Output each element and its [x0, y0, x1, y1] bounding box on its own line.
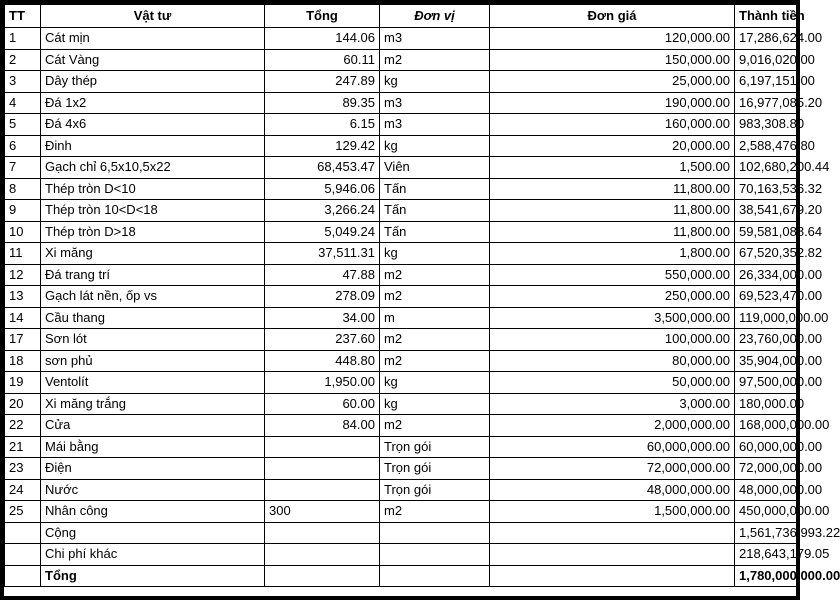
cell-don-gia[interactable]: 50,000.00 — [490, 372, 735, 394]
table-row — [5, 114, 797, 136]
cell-don-vi[interactable]: Viên — [380, 157, 490, 179]
header-thanh-tien[interactable]: Thành tiền — [735, 5, 797, 28]
cell-don-vi[interactable]: m2 — [380, 415, 490, 437]
cell-vat-tu[interactable]: Cửa — [41, 415, 265, 437]
cell-tt[interactable]: 5 — [5, 114, 41, 136]
cell-don-gia[interactable]: 80,000.00 — [490, 350, 735, 372]
cell-don-gia[interactable]: 11,800.00 — [490, 200, 735, 222]
cell-don-gia[interactable]: 3,500,000.00 — [490, 307, 735, 329]
cell-tong[interactable]: 5,946.06 — [265, 178, 380, 200]
table-row — [5, 501, 797, 523]
table-row — [5, 458, 797, 480]
table-row — [5, 436, 797, 458]
cell-thanh-tien[interactable]: 67,520,352.82 — [735, 243, 797, 265]
cell-vat-tu[interactable]: Nhân công — [41, 501, 265, 523]
table-row — [5, 243, 797, 265]
cell-thanh-tien[interactable]: 35,904,000.00 — [735, 350, 797, 372]
cell-don-gia[interactable]: 1,800.00 — [490, 243, 735, 265]
cell-don-vi[interactable] — [380, 544, 490, 566]
cell-tt[interactable]: 11 — [5, 243, 41, 265]
table-row — [5, 221, 797, 243]
cell-vat-tu[interactable]: Ventolít — [41, 372, 265, 394]
cell-thanh-tien[interactable]: 69,523,470.00 — [735, 286, 797, 308]
table-row — [5, 178, 797, 200]
cell-don-vi[interactable]: m2 — [380, 329, 490, 351]
cell-thanh-tien[interactable]: 16,977,085.20 — [735, 92, 797, 114]
cell-vat-tu[interactable]: Đá 4x6 — [41, 114, 265, 136]
cell-tong[interactable]: 60.00 — [265, 393, 380, 415]
cell-tt[interactable]: 7 — [5, 157, 41, 179]
cell-don-gia[interactable]: 250,000.00 — [490, 286, 735, 308]
cell-thanh-tien[interactable]: 2,588,476.80 — [735, 135, 797, 157]
cell-tt[interactable]: 17 — [5, 329, 41, 351]
cell-tt[interactable]: 19 — [5, 372, 41, 394]
cell-tong[interactable]: 84.00 — [265, 415, 380, 437]
table-row — [5, 264, 797, 286]
table-row — [5, 49, 797, 71]
cell-don-gia[interactable]: 120,000.00 — [490, 28, 735, 50]
cell-thanh-tien[interactable]: 59,581,088.64 — [735, 221, 797, 243]
cell-don-vi[interactable]: kg — [380, 71, 490, 93]
cell-vat-tu[interactable]: Điện — [41, 458, 265, 480]
table-row — [5, 157, 797, 179]
cell-tong[interactable]: 247.89 — [265, 71, 380, 93]
cell-tong[interactable] — [265, 458, 380, 480]
cell-tt[interactable]: 4 — [5, 92, 41, 114]
materials-table — [4, 4, 840, 587]
table-row — [5, 135, 797, 157]
cell-tong[interactable]: 3,266.24 — [265, 200, 380, 222]
cell-tt[interactable]: 2 — [5, 49, 41, 71]
cell-don-gia[interactable]: 25,000.00 — [490, 71, 735, 93]
cell-don-vi[interactable]: kg — [380, 243, 490, 265]
cell-don-vi[interactable] — [380, 522, 490, 544]
cell-tong[interactable]: 300 — [265, 501, 380, 523]
table-row — [5, 200, 797, 222]
cell-tt[interactable]: 25 — [5, 501, 41, 523]
cell-tt[interactable]: 1 — [5, 28, 41, 50]
cell-don-gia[interactable]: 60,000,000.00 — [490, 436, 735, 458]
cell-vat-tu[interactable]: Đá trang trí — [41, 264, 265, 286]
cell-tong[interactable]: 129.42 — [265, 135, 380, 157]
cell-tt[interactable] — [5, 565, 41, 587]
cell-don-gia[interactable]: 72,000,000.00 — [490, 458, 735, 480]
cell-vat-tu[interactable]: Nước — [41, 479, 265, 501]
cell-tong[interactable]: 278.09 — [265, 286, 380, 308]
total-row — [5, 565, 797, 587]
header-tong[interactable]: Tổng — [265, 5, 380, 28]
cell-vat-tu[interactable]: Thép tròn 10<D<18 — [41, 200, 265, 222]
cell-don-vi[interactable]: kg — [380, 372, 490, 394]
cell-thanh-tien[interactable]: 26,334,000.00 — [735, 264, 797, 286]
table-row — [5, 71, 797, 93]
cell-don-vi[interactable]: m2 — [380, 501, 490, 523]
header-don-gia[interactable]: Đơn giá — [490, 5, 735, 28]
table-row — [5, 286, 797, 308]
table-row — [5, 544, 797, 566]
cell-vat-tu[interactable]: Chi phí khác — [41, 544, 265, 566]
cell-thanh-tien[interactable]: 983,308.80 — [735, 114, 797, 136]
cell-vat-tu[interactable]: Thép tròn D>18 — [41, 221, 265, 243]
header-vat-tu[interactable]: Vật tư — [41, 5, 265, 28]
cell-vat-tu[interactable]: Xi măng — [41, 243, 265, 265]
cell-tt[interactable] — [5, 544, 41, 566]
cell-don-vi[interactable]: Tấn — [380, 200, 490, 222]
table-row — [5, 415, 797, 437]
cell-don-gia[interactable]: 20,000.00 — [490, 135, 735, 157]
cell-vat-tu[interactable]: Sơn lót — [41, 329, 265, 351]
cell-tong[interactable]: 6.15 — [265, 114, 380, 136]
header-row — [5, 5, 797, 28]
cell-don-gia[interactable]: 1,500,000.00 — [490, 501, 735, 523]
cell-vat-tu[interactable]: Cát Vàng — [41, 49, 265, 71]
cell-don-gia[interactable]: 1,500.00 — [490, 157, 735, 179]
cell-tt[interactable]: 23 — [5, 458, 41, 480]
cell-don-vi[interactable]: Trọn gói — [380, 458, 490, 480]
cell-thanh-tien[interactable]: 60,000,000.00 — [735, 436, 797, 458]
cell-vat-tu[interactable]: Dây thép — [41, 71, 265, 93]
cell-don-vi[interactable]: kg — [380, 393, 490, 415]
table-row — [5, 307, 797, 329]
cell-vat-tu[interactable]: Đá 1x2 — [41, 92, 265, 114]
cell-tong[interactable] — [265, 436, 380, 458]
cell-don-vi[interactable]: m2 — [380, 264, 490, 286]
table-row — [5, 372, 797, 394]
cell-vat-tu[interactable]: Xi măng trắng — [41, 393, 265, 415]
cell-don-gia[interactable]: 11,800.00 — [490, 221, 735, 243]
cell-thanh-tien[interactable]: 97,500,000.00 — [735, 372, 797, 394]
cell-tt[interactable]: 10 — [5, 221, 41, 243]
cell-vat-tu[interactable]: Thép tròn D<10 — [41, 178, 265, 200]
cell-thanh-tien[interactable]: 72,000,000.00 — [735, 458, 797, 480]
cell-vat-tu[interactable]: sơn phủ — [41, 350, 265, 372]
cell-thanh-tien[interactable]: 119,000,000.00 — [735, 307, 797, 329]
cell-don-vi[interactable]: m3 — [380, 92, 490, 114]
cell-tong[interactable] — [265, 565, 380, 587]
cell-thanh-tien[interactable]: 6,197,151.00 — [735, 71, 797, 93]
cell-tt[interactable]: 22 — [5, 415, 41, 437]
table-row — [5, 329, 797, 351]
cell-thanh-tien[interactable]: 1,561,736,993.22 — [735, 522, 797, 544]
cell-don-gia[interactable]: 3,000.00 — [490, 393, 735, 415]
cell-thanh-tien[interactable]: 17,286,624.00 — [735, 28, 797, 50]
cell-tong[interactable] — [265, 479, 380, 501]
header-don-vi[interactable]: Đơn vị — [380, 5, 490, 28]
cell-vat-tu[interactable]: Đinh — [41, 135, 265, 157]
table-body — [5, 28, 840, 587]
cell-don-gia[interactable]: 150,000.00 — [490, 49, 735, 71]
cell-don-gia[interactable]: 100,000.00 — [490, 329, 735, 351]
cell-don-vi[interactable]: m2 — [380, 286, 490, 308]
cell-tt[interactable]: 6 — [5, 135, 41, 157]
table-row — [5, 28, 797, 50]
cell-don-vi[interactable]: m2 — [380, 350, 490, 372]
cell-vat-tu[interactable]: Mái bằng — [41, 436, 265, 458]
cell-tong[interactable]: 37,511.31 — [265, 243, 380, 265]
table-row — [5, 92, 797, 114]
table-row — [5, 479, 797, 501]
cell-tong[interactable]: 89.35 — [265, 92, 380, 114]
cell-vat-tu[interactable]: Cát mịn — [41, 28, 265, 50]
cell-don-vi[interactable]: Tấn — [380, 221, 490, 243]
cell-tt[interactable]: 12 — [5, 264, 41, 286]
cell-don-gia[interactable] — [490, 565, 735, 587]
table-row — [5, 522, 797, 544]
table-row — [5, 393, 797, 415]
cell-tong[interactable]: 237.60 — [265, 329, 380, 351]
cell-thanh-tien[interactable]: 48,000,000.00 — [735, 479, 797, 501]
cell-tt[interactable] — [5, 522, 41, 544]
total-label[interactable]: Tổng — [41, 565, 265, 587]
cell-thanh-tien[interactable]: 38,541,679.20 — [735, 200, 797, 222]
cell-tong[interactable]: 34.00 — [265, 307, 380, 329]
cell-tt[interactable]: 20 — [5, 393, 41, 415]
cell-don-gia[interactable] — [490, 544, 735, 566]
cell-don-gia[interactable]: 190,000.00 — [490, 92, 735, 114]
cell-tt[interactable]: 3 — [5, 71, 41, 93]
cell-thanh-tien[interactable]: 450,000,000.00 — [735, 501, 797, 523]
cell-tt[interactable]: 21 — [5, 436, 41, 458]
cell-vat-tu[interactable]: Gạch lát nền, ốp vs — [41, 286, 265, 308]
cell-don-vi[interactable]: m — [380, 307, 490, 329]
cell-thanh-tien[interactable]: 180,000.00 — [735, 393, 797, 415]
cell-don-vi[interactable]: m3 — [380, 28, 490, 50]
total-value[interactable]: 1,780,000,000.00 — [735, 565, 797, 587]
cell-vat-tu[interactable]: Cầu thang — [41, 307, 265, 329]
cell-tong[interactable]: 68,453.47 — [265, 157, 380, 179]
cell-don-vi[interactable]: kg — [380, 135, 490, 157]
cell-vat-tu[interactable]: Cộng — [41, 522, 265, 544]
cell-thanh-tien[interactable]: 218,643,179.05 — [735, 544, 797, 566]
cell-thanh-tien[interactable]: 23,760,000.00 — [735, 329, 797, 351]
cell-tong[interactable]: 60.11 — [265, 49, 380, 71]
cell-tong[interactable]: 448.80 — [265, 350, 380, 372]
cell-thanh-tien[interactable]: 168,000,000.00 — [735, 415, 797, 437]
cell-don-vi[interactable]: Tấn — [380, 178, 490, 200]
cell-tong[interactable]: 1,950.00 — [265, 372, 380, 394]
cell-don-gia[interactable]: 11,800.00 — [490, 178, 735, 200]
cell-don-gia[interactable]: 48,000,000.00 — [490, 479, 735, 501]
cell-don-vi[interactable]: Trọn gói — [380, 479, 490, 501]
cell-don-vi[interactable] — [380, 565, 490, 587]
cell-tong[interactable] — [265, 522, 380, 544]
cell-tt[interactable]: 9 — [5, 200, 41, 222]
cell-tong[interactable] — [265, 544, 380, 566]
cell-don-vi[interactable]: m2 — [380, 49, 490, 71]
cell-tt[interactable]: 13 — [5, 286, 41, 308]
cell-tong[interactable]: 5,049.24 — [265, 221, 380, 243]
cell-tong[interactable]: 144.06 — [265, 28, 380, 50]
cell-vat-tu[interactable]: Gạch chỉ 6,5x10,5x22 — [41, 157, 265, 179]
cell-tt[interactable]: 18 — [5, 350, 41, 372]
cell-tong[interactable]: 47.88 — [265, 264, 380, 286]
cell-don-gia[interactable]: 2,000,000.00 — [490, 415, 735, 437]
cell-don-vi[interactable]: Trọn gói — [380, 436, 490, 458]
table-row — [5, 350, 797, 372]
cell-don-vi[interactable]: m3 — [380, 114, 490, 136]
cell-thanh-tien[interactable]: 9,016,020.00 — [735, 49, 797, 71]
header-tt[interactable]: TT — [5, 5, 41, 28]
cell-don-gia[interactable]: 160,000.00 — [490, 114, 735, 136]
cell-don-gia[interactable] — [490, 522, 735, 544]
cell-thanh-tien[interactable]: 70,163,536.32 — [735, 178, 797, 200]
cell-don-gia[interactable]: 550,000.00 — [490, 264, 735, 286]
cell-tt[interactable]: 14 — [5, 307, 41, 329]
cell-tt[interactable]: 24 — [5, 479, 41, 501]
cell-thanh-tien[interactable]: 102,680,200.44 — [735, 157, 797, 179]
cell-tt[interactable]: 8 — [5, 178, 41, 200]
